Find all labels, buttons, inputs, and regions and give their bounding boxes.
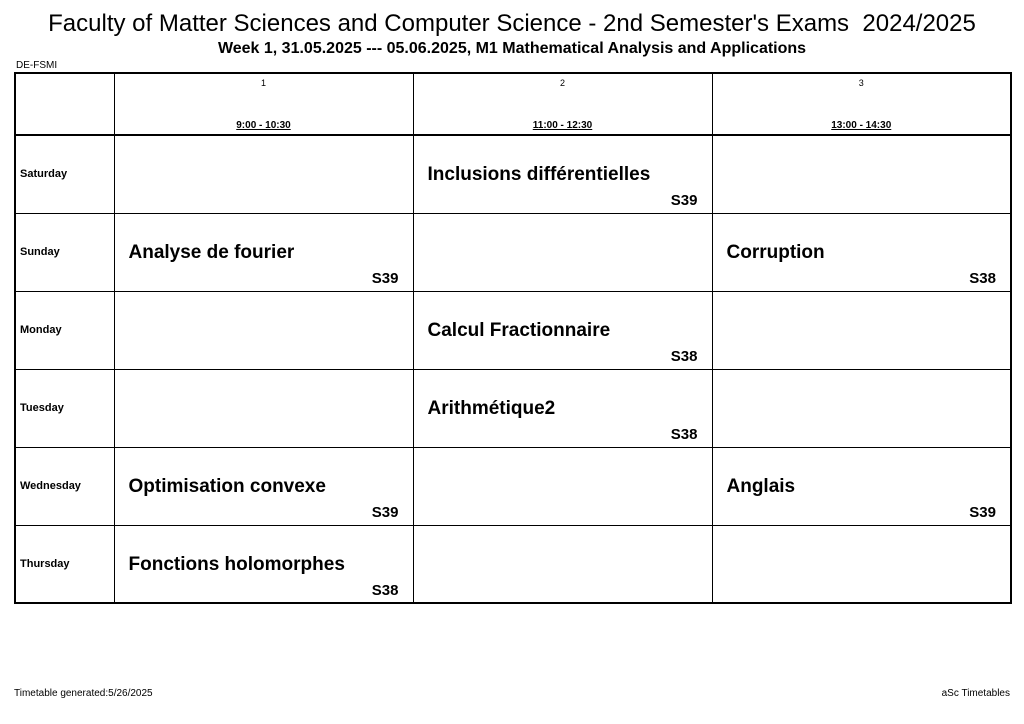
period-time: 13:00 - 14:30 <box>831 120 892 131</box>
page-title: Faculty of Matter Sciences and Computer Science - 2nd Semester's Exams 2024/2025 <box>48 10 976 37</box>
timetable-cell <box>712 447 1011 525</box>
timetable-cell <box>712 369 1011 447</box>
day-label: Monday <box>15 291 114 369</box>
exam-subject: Optimisation convexe <box>128 475 326 497</box>
day-label: Sunday <box>15 213 114 291</box>
exam-subject: Analyse de fourier <box>128 241 295 263</box>
timetable-cell <box>413 291 712 369</box>
period-header-row <box>15 73 1011 135</box>
department-code: DE-FSMI <box>16 60 58 71</box>
period-number: 2 <box>559 78 565 88</box>
exam-room: S38 <box>371 581 399 599</box>
exam-room: S39 <box>670 192 698 209</box>
period-header-1 <box>114 73 413 135</box>
exam-subject: Inclusions différentielles <box>427 164 651 185</box>
timetable-cell <box>114 369 413 447</box>
day-label: Wednesday <box>15 447 114 525</box>
exam-subject: Calcul Fractionnaire <box>427 319 611 341</box>
day-label: Saturday <box>15 135 114 213</box>
timetable-cell <box>712 135 1011 213</box>
page-subtitle: Week 1, 31.05.2025 --- 05.06.2025, M1 Mathematical Analysis and Applications <box>217 40 807 57</box>
period-number: 3 <box>858 78 864 88</box>
day-row-wednesday <box>15 447 1011 525</box>
exam-room: S39 <box>969 503 996 521</box>
exam-room: S38 <box>969 269 996 287</box>
exam-room: S39 <box>371 269 399 287</box>
timetable-cell <box>712 291 1011 369</box>
period-time: 11:00 - 12:30 <box>532 120 593 131</box>
generated-date: Timetable generated:5/26/2025 <box>14 688 153 699</box>
exam-subject: Anglais <box>726 475 796 497</box>
timetable-cell <box>114 447 413 525</box>
corner-cell <box>15 73 114 135</box>
day-row-monday <box>15 291 1011 369</box>
day-row-thursday <box>15 525 1011 603</box>
timetable-cell <box>114 135 413 213</box>
timetable-cell <box>114 525 413 603</box>
timetable-cell <box>712 525 1011 603</box>
exam-room: S39 <box>371 503 399 521</box>
day-row-tuesday <box>15 369 1011 447</box>
period-number: 1 <box>260 78 266 88</box>
period-header-2 <box>413 73 712 135</box>
brand-label: aSc Timetables <box>941 688 1010 699</box>
day-row-sunday <box>15 213 1011 291</box>
exam-subject: Corruption <box>726 241 825 263</box>
timetable-cell <box>413 369 712 447</box>
period-time: 9:00 - 10:30 <box>236 120 291 131</box>
day-label: Thursday <box>15 525 114 603</box>
period-header-3 <box>712 73 1011 135</box>
day-row-saturday <box>15 135 1011 213</box>
exam-subject: Fonctions holomorphes <box>128 553 345 575</box>
exam-subject: Arithmétique2 <box>427 397 556 419</box>
exam-room: S38 <box>670 347 698 365</box>
timetable <box>14 72 1012 604</box>
exam-room: S38 <box>670 425 698 443</box>
timetable-cell <box>413 447 712 525</box>
timetable-cell <box>114 213 413 291</box>
timetable-cell <box>413 213 712 291</box>
timetable-cell <box>413 525 712 603</box>
timetable-cell <box>114 291 413 369</box>
day-label: Tuesday <box>15 369 114 447</box>
timetable-cell <box>413 135 712 213</box>
timetable-cell <box>712 213 1011 291</box>
